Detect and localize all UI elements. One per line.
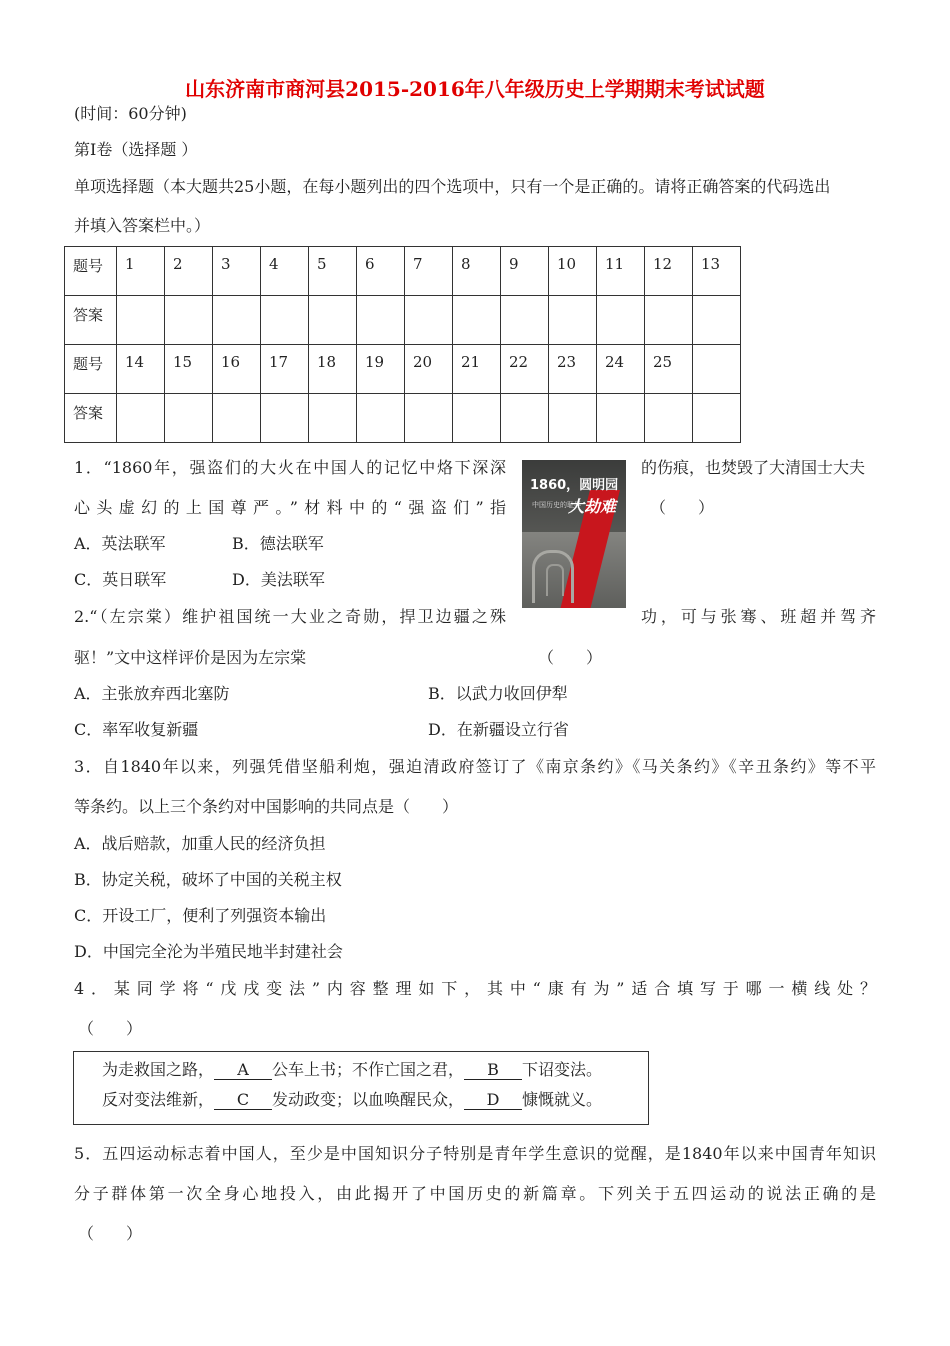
table-cell: 24: [597, 345, 645, 394]
q4-box-text: 公车上书；不作亡国之君，: [272, 1060, 465, 1079]
table-cell: 15: [165, 345, 213, 394]
table-row-answers-1: [65, 296, 741, 345]
table-cell: 18: [309, 345, 357, 394]
table-cell: [693, 345, 741, 394]
q1-option-b: B．德法联军: [232, 534, 324, 553]
table-row-answers-2: [65, 394, 741, 443]
answer-cell[interactable]: [261, 394, 309, 443]
table-cell: 21: [453, 345, 501, 394]
q2-paren: （ ）: [538, 648, 603, 667]
page-title: 山东济南市商河县2015-2016年八年级历史上学期期末考试试题: [185, 77, 765, 101]
answer-cell[interactable]: [309, 394, 357, 443]
table-cell: 4: [261, 247, 309, 296]
row-label: 答案: [65, 394, 117, 443]
answer-cell[interactable]: [693, 394, 741, 443]
answer-cell[interactable]: [501, 394, 549, 443]
instructions-line1: 单项选择题（本大题共25小题，在每小题列出的四个选项中，只有一个是正确的。请将正确答案的代码选出: [74, 177, 831, 196]
section-heading: 第Ⅰ卷（选择题 ）: [74, 140, 198, 159]
answer-cell[interactable]: [165, 394, 213, 443]
table-cell: 11: [597, 247, 645, 296]
q4-box-text: 反对变法维新，: [102, 1090, 215, 1109]
q1-option-a: A．英法联军: [74, 534, 166, 553]
answer-cell[interactable]: [357, 296, 405, 345]
answer-cell[interactable]: [261, 296, 309, 345]
q4-box-text: 下诏变法。: [522, 1060, 603, 1079]
blank-a: A: [214, 1061, 272, 1080]
q2-option-a: A．主张放弃西北塞防: [74, 684, 230, 703]
answer-cell[interactable]: [117, 296, 165, 345]
q3-option-a: A．战后赔款，加重人民的经济负担: [74, 834, 326, 853]
table-cell: 8: [453, 247, 501, 296]
answer-cell[interactable]: [597, 296, 645, 345]
answer-cell[interactable]: [645, 394, 693, 443]
answer-cell[interactable]: [165, 296, 213, 345]
table-cell: 2: [165, 247, 213, 296]
q1-line2a: 心头虚幻的上国尊严。”材料中的“强盗们”指: [74, 498, 506, 517]
answer-cell[interactable]: [645, 296, 693, 345]
q4-box-text: 为走救国之路，: [102, 1060, 215, 1079]
table-cell: 22: [501, 345, 549, 394]
q4-box-text: 慷慨就义。: [522, 1090, 603, 1109]
table-cell: 1: [117, 247, 165, 296]
row-label: 答案: [65, 296, 117, 345]
table-cell: 25: [645, 345, 693, 394]
table-cell: 10: [549, 247, 597, 296]
book-cover-image: [522, 460, 626, 608]
row-label: 题号: [65, 247, 117, 296]
q3-line1: 3．自1840年以来，列强凭借坚船利炮，强迫清政府签订了《南京条约》《马关条约》《辛丑条约》等不平: [74, 757, 876, 776]
table-cell: 9: [501, 247, 549, 296]
answer-cell[interactable]: [549, 296, 597, 345]
table-cell: 13: [693, 247, 741, 296]
q4-box-line2: [102, 1090, 602, 1110]
q3-line2: 等条约。以上三个条约对中国影响的共同点是（ ）: [74, 797, 459, 816]
answer-cell[interactable]: [453, 296, 501, 345]
q5-line2: 分子群体第一次全身心地投入，由此揭开了中国历史的新篇章。下列关于五四运动的说法正确的是: [74, 1184, 876, 1203]
q4-box-line1: [102, 1060, 602, 1080]
exam-time: (时间：60分钟): [74, 104, 187, 123]
blank-c: C: [214, 1091, 272, 1110]
q2-option-d: D．在新疆设立行省: [428, 720, 569, 739]
table-cell: 6: [357, 247, 405, 296]
book-cover-title: 1860，圆明园: [530, 478, 619, 493]
table-cell: 19: [357, 345, 405, 394]
q5-paren: （ ）: [78, 1224, 143, 1243]
table-row-numbers-1: [65, 247, 741, 296]
book-cover-caption: 中国历史的耻辱: [532, 501, 581, 509]
q2-option-b: B．以武力收回伊犁: [428, 684, 568, 703]
answer-cell[interactable]: [693, 296, 741, 345]
answer-cell[interactable]: [309, 296, 357, 345]
q2-line2: 驱！”文中这样评价是因为左宗棠: [74, 648, 307, 667]
q2-line1a: 2.“（左宗棠）维护祖国统一大业之奇勋，捍卫边疆之殊: [74, 607, 506, 626]
q4-content-box: [73, 1051, 649, 1125]
q1-line1a: 1．“1860年，强盗们的大火在中国人的记忆中烙下深深: [74, 458, 506, 477]
row-label: 题号: [65, 345, 117, 394]
answer-cell[interactable]: [405, 394, 453, 443]
q1-line1b: 的伤痕，也焚毁了大清国士大夫: [641, 458, 866, 477]
answer-table: [64, 246, 741, 443]
table-cell: 23: [549, 345, 597, 394]
q1-paren: （ ）: [650, 498, 715, 517]
instructions-line2: 并填入答案栏中。）: [74, 216, 211, 235]
table-cell: 5: [309, 247, 357, 296]
q1-option-d: D．美法联军: [232, 570, 325, 589]
q4-line1: 4．某同学将“戊戌变法”内容整理如下，其中“康有为”适合填写于哪一横线处？: [74, 979, 876, 998]
blank-d: D: [464, 1091, 522, 1110]
answer-cell[interactable]: [117, 394, 165, 443]
answer-cell[interactable]: [213, 394, 261, 443]
blank-b: B: [464, 1061, 522, 1080]
q4-paren: （ ）: [78, 1019, 143, 1038]
answer-cell[interactable]: [549, 394, 597, 443]
q2-option-c: C．率军收复新疆: [74, 720, 199, 739]
table-cell: 20: [405, 345, 453, 394]
book-cover-subtitle: 大劫难: [568, 497, 617, 516]
table-cell: 16: [213, 345, 261, 394]
table-row-numbers-2: [65, 345, 741, 394]
q4-box-text: 发动政变；以血唤醒民众，: [272, 1090, 465, 1109]
answer-cell[interactable]: [357, 394, 405, 443]
table-cell: 14: [117, 345, 165, 394]
q3-option-d: D．中国完全沦为半殖民地半封建社会: [74, 942, 343, 961]
table-cell: 3: [213, 247, 261, 296]
answer-cell[interactable]: [405, 296, 453, 345]
q2-line1b: 功，可与张骞、班超并驾齐: [641, 607, 876, 626]
q3-option-c: C．开设工厂，便利了列强资本输出: [74, 906, 327, 925]
table-cell: 12: [645, 247, 693, 296]
answer-cell[interactable]: [501, 296, 549, 345]
q1-option-c: C．英日联军: [74, 570, 167, 589]
answer-cell[interactable]: [453, 394, 501, 443]
answer-cell[interactable]: [213, 296, 261, 345]
answer-cell[interactable]: [597, 394, 645, 443]
q3-option-b: B．协定关税，破坏了中国的关税主权: [74, 870, 342, 889]
table-cell: 17: [261, 345, 309, 394]
table-cell: 7: [405, 247, 453, 296]
q5-line1: 5．五四运动标志着中国人，至少是中国知识分子特别是青年学生意识的觉醒，是1840年以来中国青年知识: [74, 1144, 876, 1163]
